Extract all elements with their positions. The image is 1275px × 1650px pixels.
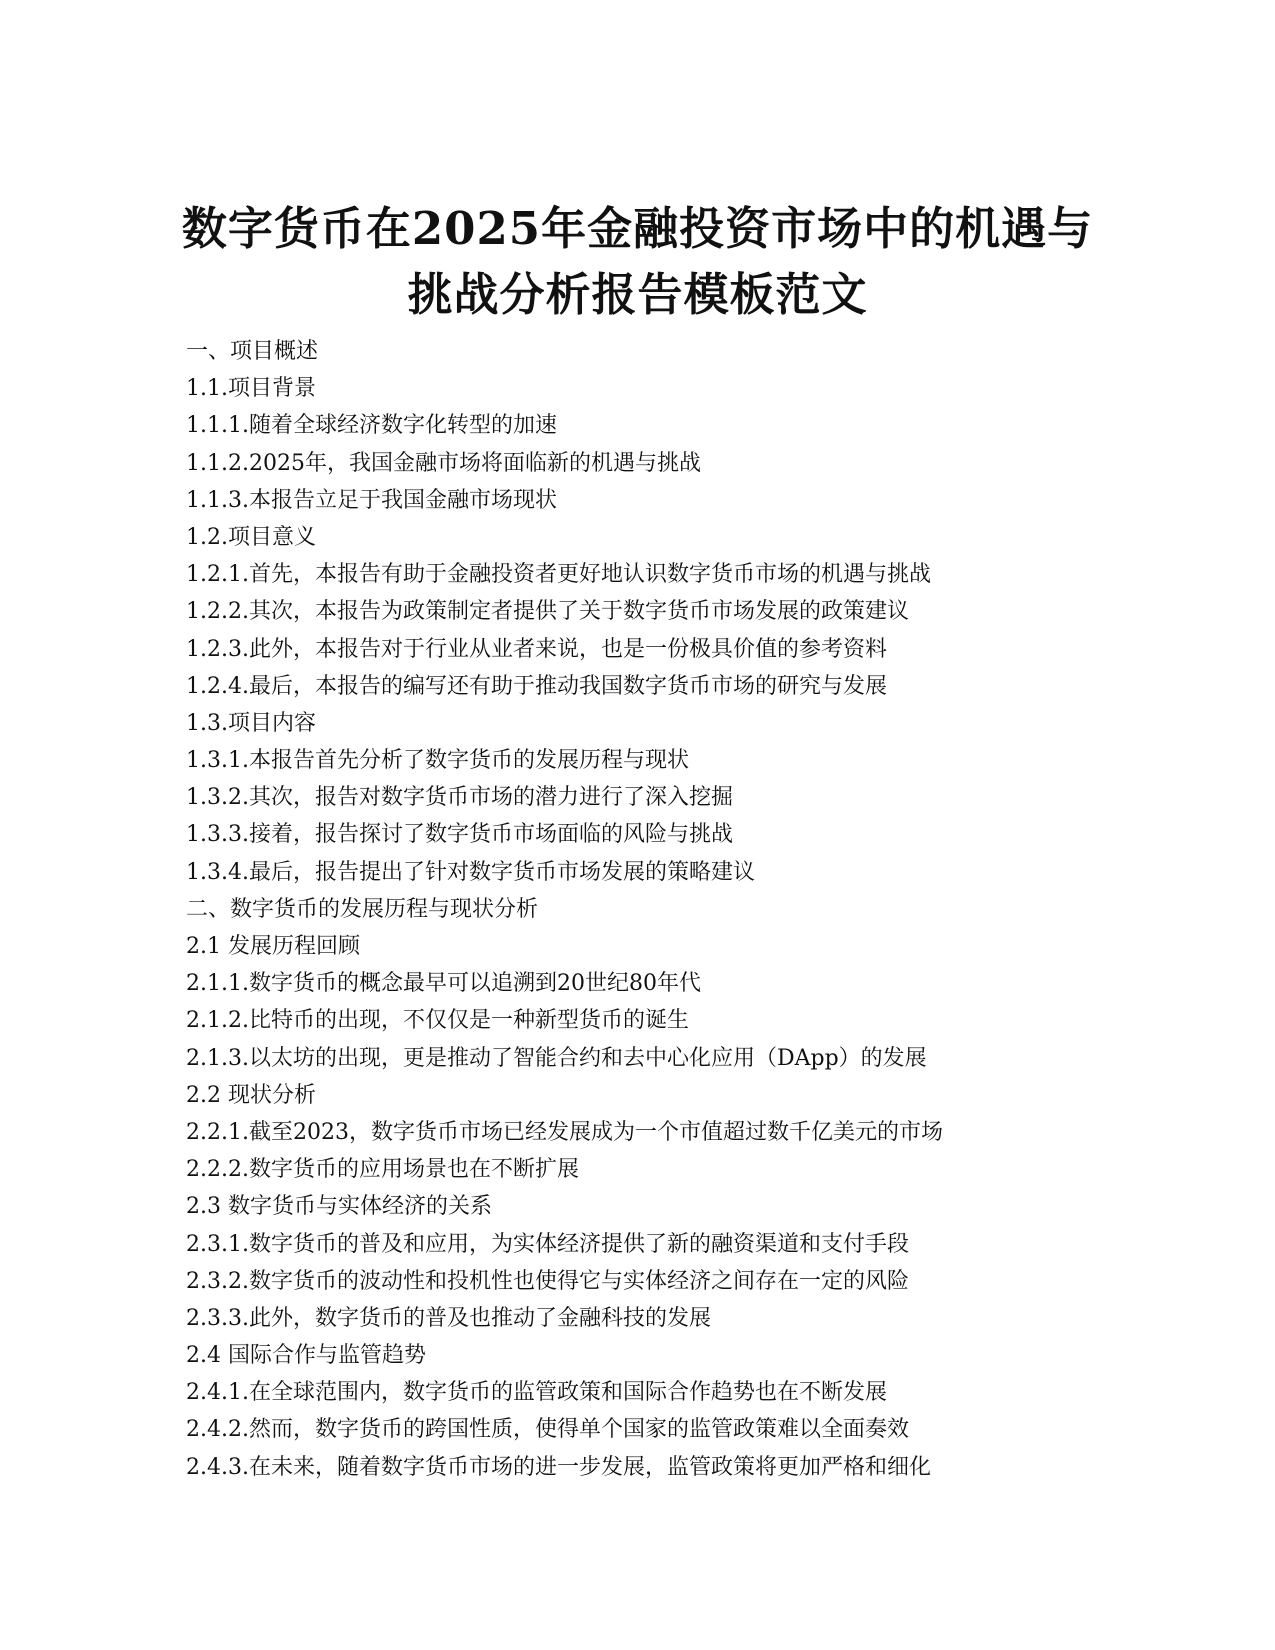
outline-item: 1.2.3.此外，本报告对于行业从业者来说，也是一份极具价值的参考资料 bbox=[186, 636, 887, 662]
outline-heading-2: 二、数字货币的发展历程与现状分析 bbox=[186, 896, 539, 922]
outline-item: 2.3 数字货币与实体经济的关系 bbox=[186, 1194, 492, 1220]
outline-item: 1.2.4.最后，本报告的编写还有助于推动我国数字货币市场的研究与发展 bbox=[186, 673, 887, 699]
outline-item: 1.2.2.其次，本报告为政策制定者提供了关于数字货币市场发展的政策建议 bbox=[186, 599, 909, 625]
outline-item: 2.3.2.数字货币的波动性和投机性也使得它与实体经济之间存在一定的风险 bbox=[186, 1268, 909, 1294]
document-title-line-1: 数字货币在2025年金融投资市场中的机遇与 bbox=[181, 202, 1094, 255]
outline-item: 2.1.3.以太坊的出现，更是推动了智能合约和去中心化应用（DApp）的发展 bbox=[186, 1045, 927, 1071]
document-title bbox=[150, 196, 1125, 328]
outline-item: 2.2 现状分析 bbox=[186, 1082, 316, 1108]
outline-item: 1.1.3.本报告立足于我国金融市场现状 bbox=[186, 487, 557, 513]
outline-item: 2.1 发展历程回顾 bbox=[186, 934, 360, 959]
outline-item: 1.3.3.接着，报告探讨了数字货币市场面临的风险与挑战 bbox=[186, 822, 733, 848]
outline-heading-1: 一、项目概述 bbox=[186, 339, 319, 364]
outline-item: 2.1.1.数字货币的概念最早可以追溯到20世纪80年代 bbox=[186, 971, 701, 997]
outline-item: 2.4 国际合作与监管趋势 bbox=[186, 1343, 426, 1369]
outline-item: 2.3.3.此外，数字货币的普及也推动了金融科技的发展 bbox=[186, 1305, 711, 1331]
outline-item: 2.4.2.然而，数字货币的跨国性质，使得单个国家的监管政策难以全面奏效 bbox=[186, 1417, 909, 1443]
outline-item: 1.3.1.本报告首先分析了数字货币的发展历程与现状 bbox=[186, 748, 689, 774]
outline-list bbox=[186, 333, 1086, 1486]
outline-item: 2.2.1.截至2023，数字货币市场已经发展成为一个市值超过数千亿美元的市场 bbox=[186, 1119, 943, 1145]
outline-item: 2.3.1.数字货币的普及和应用，为实体经济提供了新的融资渠道和支付手段 bbox=[186, 1231, 909, 1257]
outline-item: 1.2.项目意义 bbox=[186, 524, 316, 550]
outline-item: 1.1.2.2025年，我国金融市场将面临新的机遇与挑战 bbox=[186, 450, 701, 476]
outline-item: 1.3.项目内容 bbox=[186, 710, 316, 736]
outline-item: 2.1.2.比特币的出现，不仅仅是一种新型货币的诞生 bbox=[186, 1008, 689, 1034]
outline-item: 2.4.3.在未来，随着数字货币市场的进一步发展，监管政策将更加严格和细化 bbox=[186, 1454, 931, 1480]
outline-item: 1.2.1.首先，本报告有助于金融投资者更好地认识数字货币市场的机遇与挑战 bbox=[186, 562, 931, 588]
outline-item: 1.1.1.随着全球经济数字化转型的加速 bbox=[186, 413, 557, 439]
outline-item: 1.3.2.其次，报告对数字货币市场的潜力进行了深入挖掘 bbox=[186, 785, 733, 811]
outline-item: 2.2.2.数字货币的应用场景也在不断扩展 bbox=[186, 1157, 579, 1183]
document-title-line-2: 挑战分析报告模板范文 bbox=[407, 268, 868, 321]
outline-item: 1.1.项目背景 bbox=[186, 376, 316, 402]
outline-item: 1.3.4.最后，报告提出了针对数字货币市场发展的策略建议 bbox=[186, 859, 755, 885]
outline-item: 2.4.1.在全球范围内，数字货币的监管政策和国际合作趋势也在不断发展 bbox=[186, 1380, 887, 1406]
